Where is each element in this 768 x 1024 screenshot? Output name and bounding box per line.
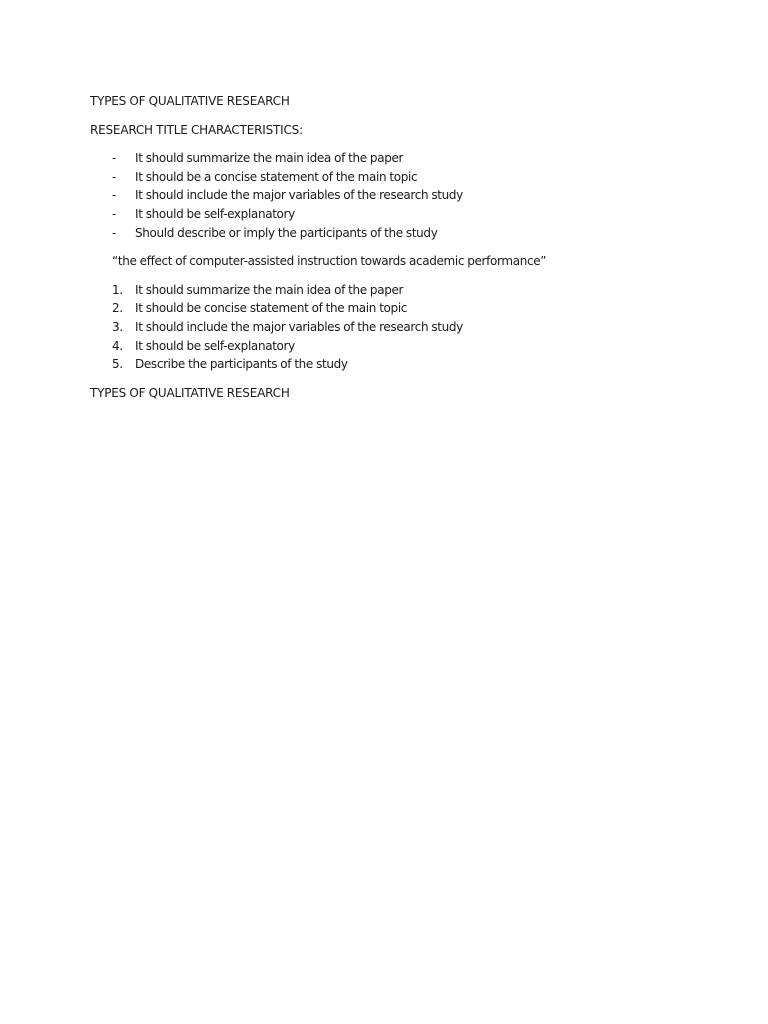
number-marker: 5.: [112, 357, 123, 372]
bullet-marker: -: [112, 188, 116, 203]
list-item-text: It should summarize the main idea of the paper: [135, 151, 404, 166]
bullet-list: [90, 149, 690, 242]
list-item: [90, 281, 690, 300]
list-item: [90, 355, 690, 374]
bullet-marker: -: [112, 206, 116, 221]
list-item: [90, 149, 690, 168]
list-item-text: It should be self-explanatory: [135, 206, 295, 221]
list-item: [90, 224, 690, 243]
document-body: [90, 92, 690, 402]
number-marker: 2.: [112, 301, 123, 316]
numbered-list: [90, 281, 690, 374]
heading-types-top: TYPES OF QUALITATIVE RESEARCH: [90, 94, 290, 108]
bullet-marker: -: [112, 225, 116, 240]
heading-types-bottom: TYPES OF QUALITATIVE RESEARCH: [90, 385, 290, 400]
list-item-text: It should include the major variables of the research study: [135, 188, 463, 203]
list-item-text: It should include the major variables of the research study: [135, 319, 463, 334]
list-item-text: Should describe or imply the participants of the study: [135, 225, 438, 240]
number-marker: 4.: [112, 338, 123, 353]
list-item: [90, 168, 690, 187]
list-item: [90, 299, 690, 318]
list-item-text: It should summarize the main idea of the paper: [135, 282, 404, 297]
list-item: [90, 186, 690, 205]
bullet-marker: -: [112, 151, 116, 166]
list-item: [90, 318, 690, 337]
number-marker: 3.: [112, 319, 123, 334]
list-item: [90, 205, 690, 224]
list-item-text: It should be self-explanatory: [135, 338, 295, 353]
list-item-text: Describe the participants of the study: [135, 357, 348, 372]
heading-title-characteristics: RESEARCH TITLE CHARACTERISTICS:: [90, 122, 303, 137]
list-item-text: It should be concise statement of the main topic: [135, 301, 408, 316]
list-item-text: It should be a concise statement of the main topic: [135, 169, 418, 184]
list-item: [90, 337, 690, 356]
number-marker: 1.: [112, 282, 123, 297]
bullet-marker: -: [112, 169, 116, 184]
example-title-quote: “the effect of computer-assisted instruction towards academic performance”: [112, 254, 547, 269]
